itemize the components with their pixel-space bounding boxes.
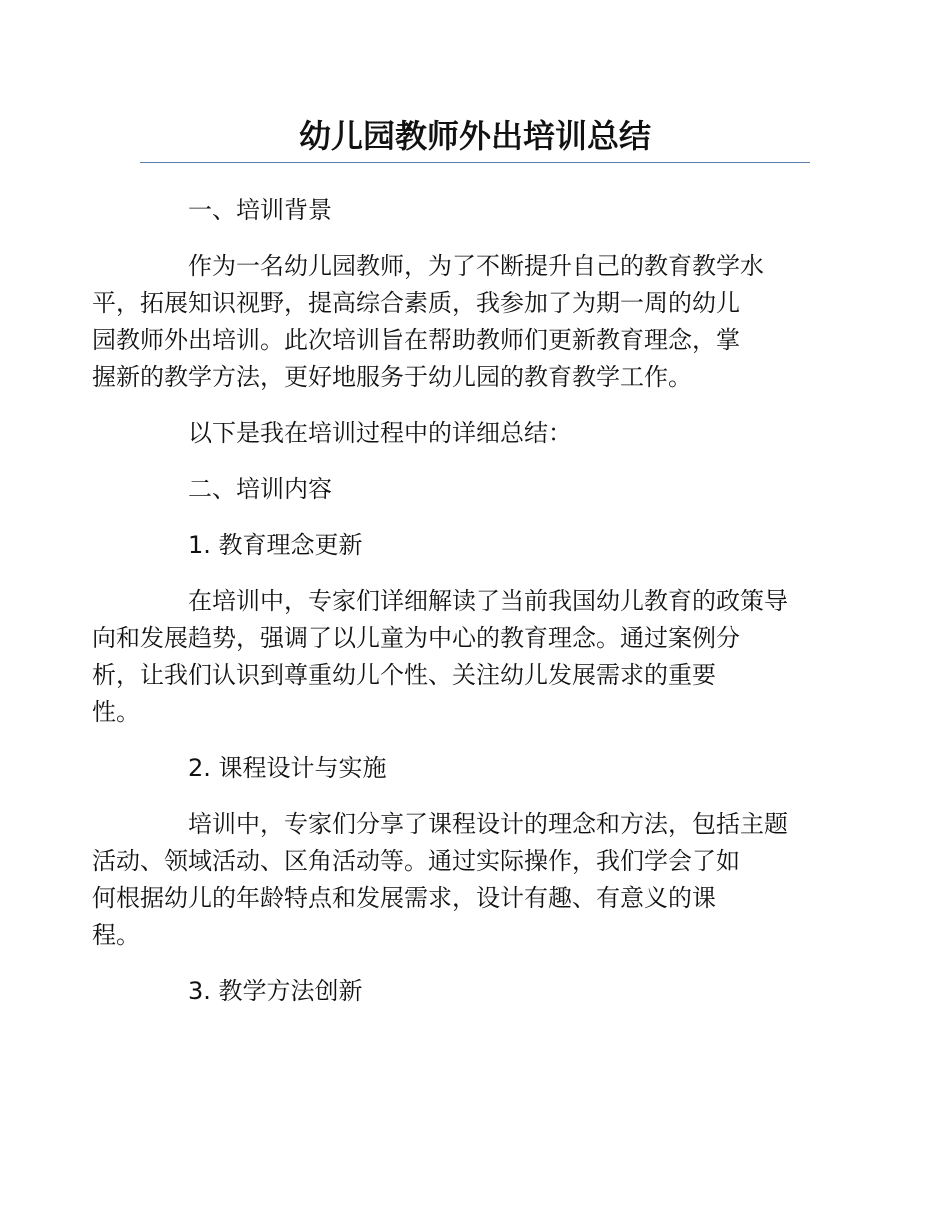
section-heading-background: 一、培训背景 [188, 196, 332, 224]
document-title: 幼儿园教师外出培训总结 [298, 117, 651, 155]
paragraph-line: 园教师外出培训。此次培训旨在帮助教师们更新教育理念，掌 [92, 326, 740, 354]
item-heading-teaching-methods: 3. 教学方法创新 [188, 977, 363, 1005]
section-heading-content: 二、培训内容 [188, 475, 332, 503]
paragraph-line: 程。 [92, 921, 140, 949]
item-heading-education-concept: 1. 教育理念更新 [188, 531, 363, 559]
paragraph-background [92, 248, 810, 396]
paragraph-line: 培训中，专家们分享了课程设计的理念和方法，包括主题 [188, 810, 788, 838]
paragraph-line: 向和发展趋势，强调了以儿童为中心的教育理念。通过案例分 [92, 624, 740, 652]
paragraph-curriculum-design [92, 806, 810, 954]
title-underline [140, 162, 810, 163]
paragraph-line: 活动、领域活动、区角活动等。通过实际操作，我们学会了如 [92, 847, 740, 875]
paragraph-line: 在培训中，专家们详细解读了当前我国幼儿教育的政策导 [188, 587, 788, 615]
paragraph-education-concept [92, 583, 810, 731]
document-body [92, 192, 810, 1029]
paragraph-intro-summary: 以下是我在培训过程中的详细总结： [188, 419, 572, 447]
item-heading-curriculum-design: 2. 课程设计与实施 [188, 754, 387, 782]
paragraph-line: 作为一名幼儿园教师，为了不断提升自己的教育教学水 [188, 252, 764, 280]
paragraph-line: 性。 [92, 698, 140, 726]
paragraph-line: 握新的教学方法，更好地服务于幼儿园的教育教学工作。 [92, 363, 692, 391]
paragraph-line: 析，让我们认识到尊重幼儿个性、关注幼儿发展需求的重要 [92, 661, 716, 689]
paragraph-line: 平，拓展知识视野，提高综合素质，我参加了为期一周的幼儿 [92, 289, 740, 317]
paragraph-line: 何根据幼儿的年龄特点和发展需求，设计有趣、有意义的课 [92, 884, 716, 912]
